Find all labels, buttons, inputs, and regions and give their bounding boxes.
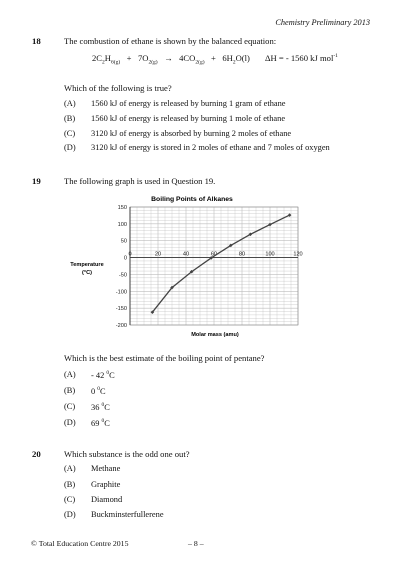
q19-option-c-text — [91, 402, 110, 412]
eq-product-1: 4CO — [179, 53, 196, 63]
q18-option-d-text: 3120 kJ of energy is stored in 2 moles of ethane and 7 moles of oxygen — [91, 143, 330, 152]
degree-symbol: 0 — [106, 370, 110, 376]
q18-option-a-text: 1560 kJ of energy is released by burning 1 gram of ethane — [91, 99, 286, 108]
question-20-text: Which substance is the odd one out? — [64, 449, 190, 459]
eq-plus: + — [211, 53, 216, 63]
q20-option-c-letter: (C) — [64, 495, 76, 504]
question-19-text: The following graph is used in Question 19. — [64, 176, 216, 186]
x-tick-label: 60 — [210, 251, 218, 258]
q20-option-c-text: Diamond — [91, 495, 123, 504]
eq-sub: 2(g) — [195, 59, 205, 66]
q19-option-a-letter: (A) — [64, 370, 76, 379]
combustion-equation — [92, 53, 338, 66]
question-19-prompt: Which is the best estimate of the boiling point of pentane? — [64, 353, 265, 363]
eq-sub: 2 — [102, 59, 105, 66]
y-tick-label: 100 — [117, 221, 127, 228]
y-axis-label-line2: (°C) — [81, 270, 93, 276]
x-tick-label: 80 — [238, 251, 246, 258]
q19-option-b-letter: (B) — [64, 386, 76, 395]
x-tick-label: 120 — [293, 251, 303, 258]
eq-plus: + — [126, 53, 132, 63]
y-tick-label: 0 — [123, 255, 127, 262]
eq-reactant-1-h: H — [104, 53, 111, 63]
q19-option-a-value: - 42 — [91, 370, 105, 380]
q19-option-b-unit: C — [100, 386, 106, 396]
q18-option-c-letter: (C) — [64, 129, 76, 138]
q18-option-d-letter: (D) — [64, 143, 76, 152]
x-tick-label: 100 — [265, 251, 275, 258]
boiling-points-chart — [70, 191, 310, 339]
q20-option-b-text: Graphite — [91, 480, 121, 489]
degree-symbol: 0 — [101, 418, 105, 424]
degree-symbol: 0 — [97, 386, 101, 392]
x-tick-label: 20 — [154, 251, 162, 258]
q20-option-b-letter: (B) — [64, 480, 76, 489]
x-tick-label: 40 — [182, 251, 190, 258]
eq-sub: 2(g) — [148, 59, 158, 66]
chart-grid — [130, 207, 298, 325]
y-tick-label: 150 — [117, 205, 127, 211]
q18-option-b-text: 1560 kJ of energy is released by burning 1 mole of ethane — [91, 114, 286, 123]
degree-symbol: 0 — [101, 402, 105, 408]
page-header: Chemistry Preliminary 2013 — [275, 18, 370, 27]
y-tick-label: -150 — [115, 306, 127, 313]
x-axis-label: Molar mass (amu) — [191, 332, 239, 338]
q19-option-c-letter: (C) — [64, 402, 76, 411]
q19-option-c-unit: C — [104, 402, 110, 412]
q20-option-a-text: Methane — [91, 464, 121, 473]
eq-product-2-tail: O(l) — [235, 53, 250, 63]
x-tick-label: 0 — [128, 251, 132, 258]
question-18-prompt: Which of the following is true? — [64, 83, 172, 93]
eq-sub: 2 — [232, 59, 236, 66]
q20-option-a-letter: (A) — [64, 464, 76, 473]
q19-option-a-text — [91, 370, 115, 380]
q19-option-b-text — [91, 386, 106, 396]
q18-option-c-text: 3120 kJ of energy is absorbed by burning 2 moles of ethane — [91, 129, 292, 138]
question-18-text: The combustion of ethane is shown by the balanced equation: — [64, 36, 277, 46]
q20-option-d-text: Buckminsterfullerene — [91, 510, 164, 519]
eq-sub: 6(g) — [111, 59, 121, 66]
question-20-number: 20 — [32, 449, 41, 459]
question-19-number: 19 — [32, 176, 41, 186]
q19-option-a-unit: C — [109, 370, 115, 380]
q19-option-d-unit: C — [104, 418, 110, 428]
q19-option-b-value: 0 — [91, 386, 96, 396]
footer-page-number: – 8 – — [188, 539, 204, 548]
q18-option-b-letter: (B) — [64, 114, 76, 123]
question-18-number: 18 — [32, 36, 41, 46]
chart-title: Boiling Points of Alkanes — [151, 196, 233, 203]
y-tick-label: -100 — [115, 289, 127, 296]
eq-product-2: 6H — [222, 53, 233, 63]
q19-option-c-value: 36 — [91, 402, 100, 412]
eq-sup: -1 — [333, 53, 338, 60]
y-tick-label: -200 — [115, 323, 127, 329]
q20-option-d-letter: (D) — [64, 510, 76, 519]
eq-reactant-1: 2C — [92, 53, 103, 63]
footer-copyright: © Total Education Centre 2015 — [31, 539, 129, 548]
eq-enthalpy: ΔH = - 1560 kJ mol — [264, 53, 334, 63]
y-tick-label: 50 — [120, 238, 127, 245]
y-axis-label-line1: Temperature — [70, 262, 104, 268]
q19-option-d-text — [91, 418, 110, 428]
q19-option-d-value: 69 — [91, 418, 100, 428]
eq-reactant-2: 7O — [137, 53, 149, 63]
y-tick-label: -50 — [118, 272, 127, 279]
q18-option-a-letter: (A) — [64, 99, 76, 108]
q19-option-d-letter: (D) — [64, 418, 76, 427]
eq-arrow: → — [164, 53, 173, 63]
